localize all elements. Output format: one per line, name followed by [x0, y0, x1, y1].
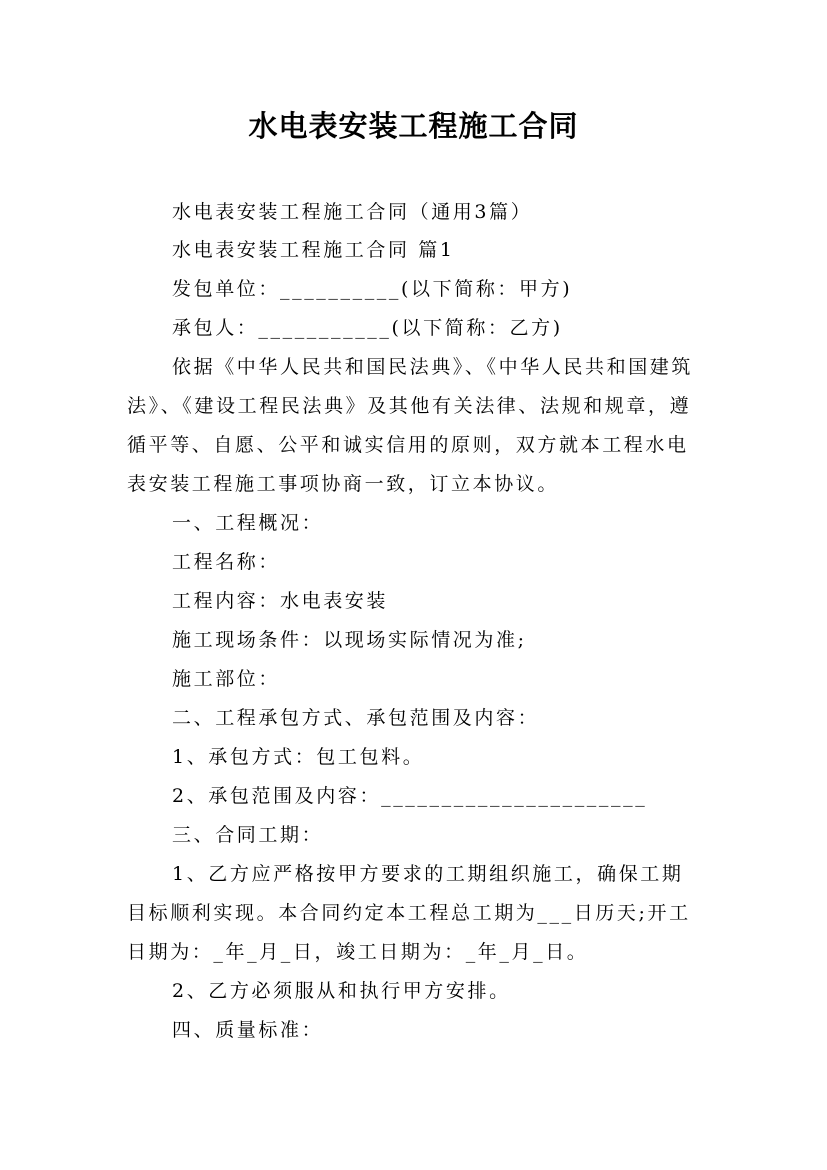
doc-line: 工程内容：水电表安装 [172, 590, 389, 612]
doc-line: 日期为：_年_月_日，竣工日期为：_年_月_日。 [127, 941, 589, 963]
doc-line: 法》、《建设工程民法典》及其他有关法律、法规和规章，遵 [127, 395, 692, 417]
doc-line: 依据《中华人民共和国民法典》、《中华人民共和国建筑 [172, 356, 694, 378]
doc-line: 二、工程承包方式、承包范围及内容： [172, 707, 540, 729]
doc-line: 发包单位：__________(以下简称：甲方) [172, 278, 573, 300]
doc-line: 2、承包范围及内容：______________________ [172, 785, 648, 807]
doc-line: 2、乙方必须服从和执行甲方安排。 [172, 980, 511, 1002]
doc-line: 表安装工程施工事项协商一致，订立本协议。 [127, 473, 560, 495]
doc-line: 循平等、自愿、公平和诚实信用的原则，双方就本工程水电 [127, 434, 689, 456]
doc-line: 水电表安装工程施工合同（通用3篇） [172, 201, 533, 223]
doc-line: 承包人：___________(以下简称：乙方) [172, 317, 563, 339]
doc-line: 工程名称： [172, 551, 281, 573]
doc-line: 四、质量标准： [172, 1019, 324, 1041]
doc-line: 水电表安装工程施工合同 篇1 [172, 239, 455, 261]
doc-line: 1、乙方应严格按甲方要求的工期组织施工，确保工期 [172, 863, 684, 885]
doc-line: 1、承包方式：包工包料。 [172, 746, 425, 768]
document-title: 水电表安装工程施工合同 [248, 109, 579, 143]
doc-line: 施工部位： [172, 668, 281, 690]
doc-line: 一、工程概况： [172, 512, 324, 534]
doc-line: 目标顺利实现。本合同约定本工程总工期为___日历天;开工 [127, 902, 691, 924]
doc-line: 施工现场条件：以现场实际情况为准; [172, 629, 527, 651]
doc-line: 三、合同工期： [172, 824, 324, 846]
